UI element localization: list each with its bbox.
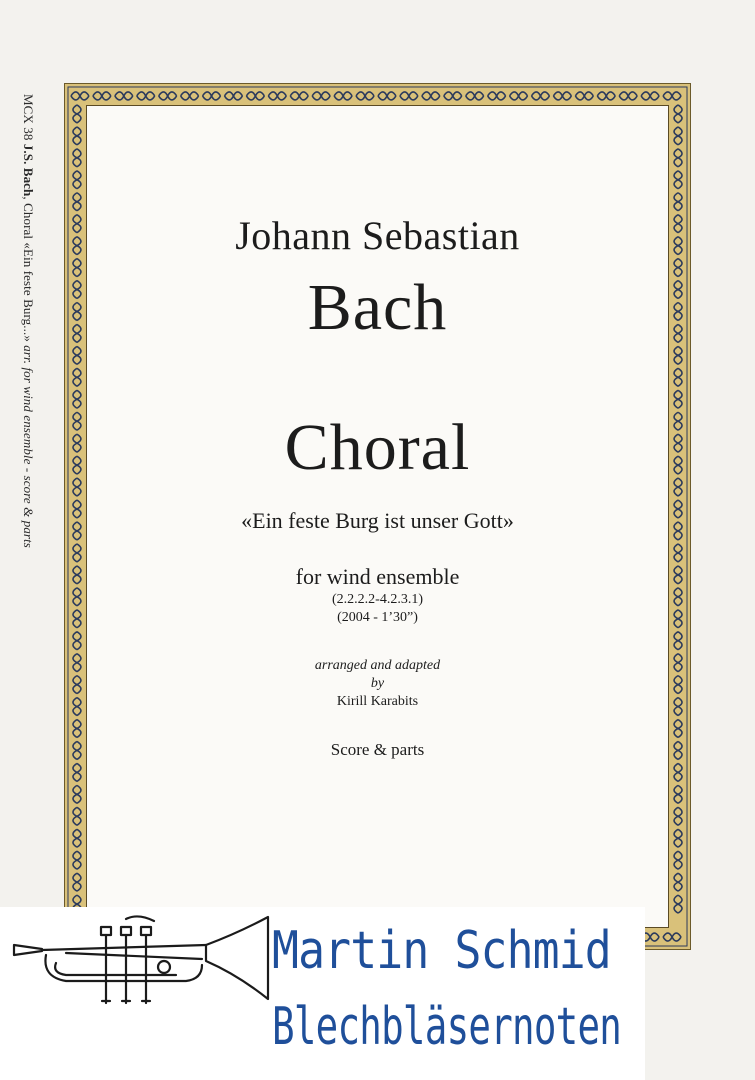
spine-catalog: MCX 38 xyxy=(21,94,36,141)
by-label: by xyxy=(370,676,385,691)
spine-description: arr. for wind ensemble - score & parts xyxy=(21,345,36,548)
instrumentation: (2.2.2.2-4.2.3.1) xyxy=(332,592,423,607)
logo-name: Martin Schmid xyxy=(272,921,611,981)
logo-tagline: Blechbläsernoten xyxy=(272,997,622,1057)
scoring: for wind ensemble xyxy=(295,564,460,589)
year-duration: (2004 - 1’30”) xyxy=(337,610,418,625)
work-title: Choral xyxy=(284,411,471,484)
arranged-label: arranged and adapted xyxy=(314,658,441,673)
trumpet-icon xyxy=(6,915,276,1025)
publisher-logo xyxy=(0,907,645,1080)
spine-title: Choral «Ein feste Burg...» xyxy=(21,203,36,342)
arranger-name: Kirill Karabits xyxy=(336,694,419,709)
edition-type: Score & parts xyxy=(330,740,425,759)
composer-first-name: Johann Sebastian xyxy=(235,213,520,258)
spine-text: MCX 38 J.S. Bach, Choral «Ein feste Burg...» arr. for wind ensemble - score & parts xyxy=(21,94,36,548)
composer-last-name: Bach xyxy=(307,271,448,344)
spine-composer: J.S. Bach xyxy=(21,143,36,197)
work-subtitle: «Ein feste Burg ist unser Gott» xyxy=(241,508,514,533)
